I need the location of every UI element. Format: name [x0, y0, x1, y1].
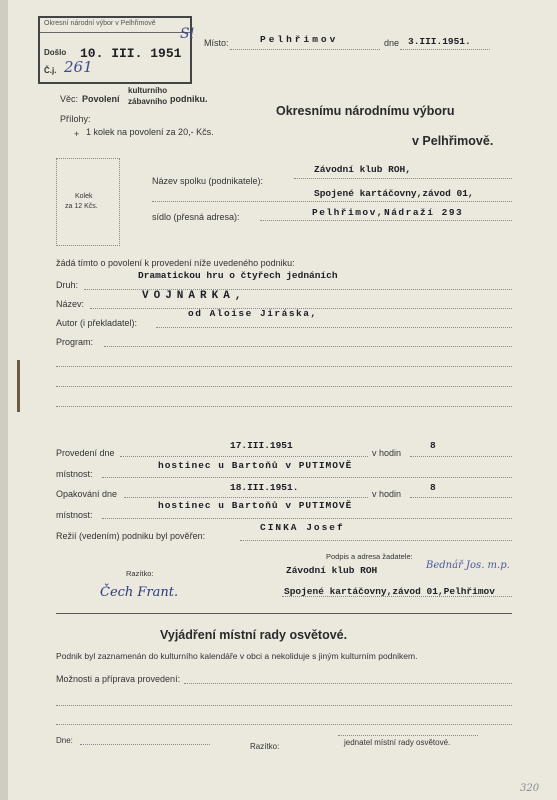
opakovani-label: Opakování dne: [56, 489, 118, 499]
prilohy-label: Přílohy:: [60, 114, 91, 124]
vec-text-3: podniku.: [170, 94, 208, 104]
kolek-line1: Kolek: [75, 193, 93, 200]
nazev-label: Název:: [56, 299, 85, 309]
vec-label: Věc:: [60, 94, 79, 104]
stamp-number: 261: [64, 58, 93, 76]
stamp-header: Okresní národní výbor v Pelhřimově: [44, 20, 156, 27]
dne-label: dne: [384, 38, 400, 48]
vec-text-1: Povolení: [82, 94, 120, 104]
stamp-duty-box: [56, 158, 120, 246]
footer-heading: Vyjádření místní rady osvětové.: [160, 628, 348, 642]
mistnost-value-1: hostinec u Bartoňů v PUTIMOVĚ: [158, 460, 353, 471]
mistnost-label-1: místnost:: [56, 469, 93, 479]
addressee-line2: v Pelhřimově.: [412, 134, 494, 148]
druh-label: Druh:: [56, 280, 79, 290]
opakovani-date: 18.III.1951.: [230, 482, 299, 493]
stamp-cj-label: Č.j.: [44, 66, 57, 75]
vec-text-2b: zábavního: [128, 97, 168, 106]
prilohy-item: 1 kolek na povolení za 20,- Kčs.: [86, 127, 214, 137]
handwritten-signature-right: Bednář Jos. m.p.: [426, 560, 510, 571]
druh-value: Dramatickou hru o čtyřech jednáních: [138, 270, 338, 281]
sidlo-label: sídlo (přesná adresa):: [152, 212, 240, 222]
spolek-nazev-1: Závodní klub ROH,: [314, 164, 411, 175]
stamp-doslo-label: Došlo: [44, 48, 67, 57]
stamp-date: 10. III. 1951: [80, 46, 182, 61]
provedeni-label: Provedení dne: [56, 448, 115, 458]
section-divider: [56, 613, 512, 614]
handwritten-signature-left: Čech Frant.: [100, 585, 179, 600]
kolek-line2: za 12 Kčs.: [65, 203, 98, 210]
spolek-nazev-2: Spojené kartáčovny,závod 01,: [314, 188, 474, 199]
registry-stamp: [38, 16, 195, 84]
vec-text-2a: kulturního: [128, 86, 168, 95]
signature-line2: Spojené kartáčovny,závod 01,Pelhřimov: [284, 586, 495, 597]
hodin-value-1: 8: [430, 440, 436, 451]
autor-value: od Aloise Jiráska,: [188, 308, 318, 319]
mistnost-value-2: hostinec u Bartoňů v PUTIMOVĚ: [158, 500, 353, 511]
spolek-nazev-label: Název spolku (podnikatele):: [152, 176, 264, 186]
prilohy-bullet: +: [74, 129, 80, 139]
razitko-label: Razítko:: [126, 569, 154, 578]
misto-label: Místo:: [204, 38, 229, 48]
hodin-label-2: v hodin: [372, 489, 402, 499]
sidlo-value: Pelhřimov,Nádraží 293: [312, 207, 464, 218]
binding-mark: [17, 360, 20, 412]
razitko-footer-label: Razítko:: [250, 742, 280, 751]
dne-footer-label: Dne:: [56, 736, 73, 745]
signature-line1: Závodní klub ROH: [286, 565, 378, 576]
nazev-value: VOJNARKA,: [142, 290, 247, 302]
program-label: Program:: [56, 337, 94, 347]
rezie-label: Režií (vedením) podniku byl pověřen:: [56, 531, 206, 541]
misto-value: Pelhřimov: [260, 34, 339, 45]
autor-label: Autor (i překladatel):: [56, 318, 138, 328]
footer-text: Podnik byl zaznamenán do kulturního kalendáře v obci a nekoliduje s jiným kulturním podnikem.: [56, 651, 418, 661]
mistnost-label-2: místnost:: [56, 510, 93, 520]
hodin-label-1: v hodin: [372, 448, 402, 458]
podpis-label: Podpis a adresa žadatele:: [326, 552, 413, 561]
moznosti-label: Možnosti a příprava provedení:: [56, 674, 181, 684]
form-page: [8, 0, 557, 800]
jednatel-label: jednatel místní rady osvětové.: [344, 738, 451, 747]
addressee-line1: Okresnímu národnímu výboru: [276, 104, 455, 118]
rezie-value: CINKA Josef: [260, 522, 345, 533]
header-date: 3.III.1951.: [408, 36, 471, 47]
page-number: 320: [520, 783, 540, 794]
provedeni-date: 17.III.1951: [230, 440, 293, 451]
stamp-initials: Sl: [180, 26, 195, 42]
hodin-value-2: 8: [430, 482, 436, 493]
request-intro: žádá tímto o povolení k provedení níže uvedeného podniku:: [56, 258, 295, 268]
